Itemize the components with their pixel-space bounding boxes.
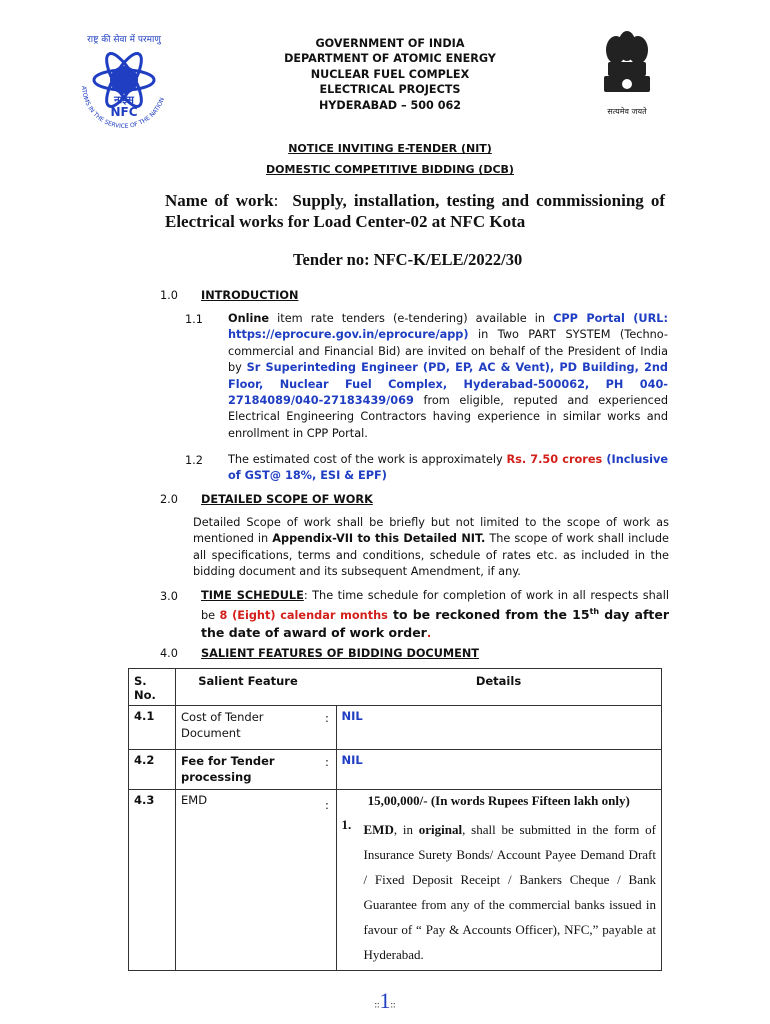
para-text: The scope of work shall include all specifications, terms and conditions, schedule of rates etc. as included in the bidding document and its subsequent Amendment, if any. xyxy=(193,532,670,579)
emd-item xyxy=(342,817,657,967)
row-colon: : xyxy=(320,790,336,971)
work-label: Name of work xyxy=(165,191,274,210)
emd-text: , shall be submitted in the form of Insurance Surety Bonds/ Account Payee Demand Draft / Fixed Deposit Receipt / Bankers Cheque / Bank Guarantee from any of the commercial banks issued in favour of “ Pay & Accounts Officer), NFC,” payable at Hyderabad. xyxy=(363,822,656,962)
header-line: GOVERNMENT OF INDIA xyxy=(315,37,465,50)
footer-mark: :: xyxy=(374,999,380,1010)
section-number: 2.0 xyxy=(160,493,178,506)
header-line: NUCLEAR FUEL COMPLEX xyxy=(310,67,470,81)
estimated-cost: Rs. 7.50 crores xyxy=(506,453,603,466)
emd-item-text xyxy=(364,817,657,967)
logo-hindi: नाइस xyxy=(114,95,134,106)
page-number: 1 xyxy=(379,988,391,1013)
row-detail: NIL xyxy=(336,750,662,790)
logo-text: NFC xyxy=(110,105,138,119)
work-text: Supply, installation, testing and commissioning of Electrical works for Load Center-02 at NFC Kota xyxy=(165,191,665,231)
tender-number: Tender no: NFC-K/ELE/2022/30 xyxy=(293,250,523,269)
header-line: ELECTRICAL PROJECTS xyxy=(319,83,461,97)
emblem-caption: सत्यमेव जयते xyxy=(607,107,647,116)
section-number: 1.1 xyxy=(185,313,203,326)
section-title-introduction: INTRODUCTION xyxy=(201,289,299,302)
header-line: HYDERABAD – 500 062 xyxy=(318,98,462,112)
svg-text:राष्ट्र की सेवा में परमाणु: राष्ट्र की सेवा में परमाणु xyxy=(87,35,161,45)
emd-original: original xyxy=(418,822,463,837)
office-address: Sr Superinteding Engineer (PD, EP, AC & Vent), PD Building, 2nd Floor, Nuclear Fuel Complex, Hyderabad-500062, PH 040-27184089/040-27183439/069 xyxy=(228,361,669,408)
row-sno: 4.1 xyxy=(129,706,176,750)
footer-mark: :: xyxy=(390,999,396,1010)
para-text: The estimated cost of the work is approximately xyxy=(228,453,507,466)
header-feature: Salient Feature xyxy=(176,669,321,706)
page-footer xyxy=(0,988,770,1014)
row-detail: NIL xyxy=(336,706,662,750)
row-sno: 4.3 xyxy=(129,790,176,971)
national-emblem xyxy=(598,24,656,124)
para-text: Detailed Scope of work shall be briefly but not limited to the scope of work as mentioned in xyxy=(193,516,669,546)
table-row xyxy=(129,790,662,971)
org-header xyxy=(270,36,510,113)
header-details: Details xyxy=(336,669,662,706)
section-number: 4.0 xyxy=(160,647,178,660)
nit-title: NOTICE INVITING E-TENDER (NIT) xyxy=(288,142,492,155)
para-text: day after the date of award of work order xyxy=(201,607,669,640)
para-text: item rate tenders (e-tendering) available in xyxy=(269,312,554,325)
logo-arc-text: ATOMS IN THE SERVICE OF THE NATION xyxy=(79,85,167,131)
salient-features-table xyxy=(128,668,662,971)
table-header-row xyxy=(129,669,662,706)
nit-subtitle: DOMESTIC COMPETITIVE BIDDING (DCB) xyxy=(266,163,514,176)
nfc-logo xyxy=(68,28,180,136)
row-sno: 4.2 xyxy=(129,750,176,790)
table-row xyxy=(129,750,662,790)
para-text: : The time schedule for completion of work in all respects shall be xyxy=(201,589,669,623)
para-1-2 xyxy=(228,452,668,485)
emd-text: , in xyxy=(393,822,419,837)
name-of-work: Name of work: Supply, installation, testing and commissioning of Electrical works for Load Center-02 at NFC Kota xyxy=(165,191,665,231)
para-text: Online xyxy=(228,312,270,325)
section-number: 3.0 xyxy=(160,590,178,603)
section-number: 1.2 xyxy=(185,454,203,467)
section-number: 1.0 xyxy=(160,289,178,302)
emd-item-number: 1. xyxy=(341,817,352,832)
table-row xyxy=(129,706,662,750)
row-colon: : xyxy=(320,750,336,790)
para-3 xyxy=(201,588,669,642)
time-schedule-label: TIME SCHEDULE xyxy=(201,589,304,602)
appendix-ref: Appendix-VII to this Detailed NIT. xyxy=(272,532,486,546)
cost-note: (Inclusive of GST@ 18%, ESI & EPF) xyxy=(228,453,668,483)
para-1-1 xyxy=(228,311,668,442)
row-detail-emd xyxy=(336,790,662,971)
para-text: to be reckoned from the 15 xyxy=(387,607,590,623)
row-feature: EMD xyxy=(176,790,321,971)
header-line: DEPARTMENT OF ATOMIC ENERGY xyxy=(284,52,496,66)
duration: 8 (Eight) calendar months xyxy=(219,609,388,623)
emd-amount: 15,00,000/- (In words Rupees Fifteen lakh only) xyxy=(367,793,630,808)
row-feature: Fee for Tender processing xyxy=(176,750,321,790)
section-title-scope: DETAILED SCOPE OF WORK xyxy=(201,493,373,506)
row-feature: Cost of Tender Document xyxy=(176,706,321,750)
para-2 xyxy=(193,515,669,581)
row-colon: : xyxy=(320,706,336,750)
emd-term: EMD xyxy=(363,822,394,837)
portal-url: CPP Portal (URL: https://eprocure.gov.in/eprocure/app) xyxy=(228,312,669,342)
para-text: from eligible, reputed and experienced Electrical Engineering Contractors having experience in similar works and enrollment in CPP Portal. xyxy=(228,394,668,440)
header-sno: S. No. xyxy=(129,669,176,706)
superscript: th xyxy=(589,607,600,617)
section-title-salient: SALIENT FEATURES OF BIDDING DOCUMENT xyxy=(201,647,480,660)
para-text: . xyxy=(426,626,432,640)
para-text: in Two PART SYSTEM (Techno-commercial and Financial Bid) are invited on behalf of the President of India by xyxy=(228,328,668,375)
